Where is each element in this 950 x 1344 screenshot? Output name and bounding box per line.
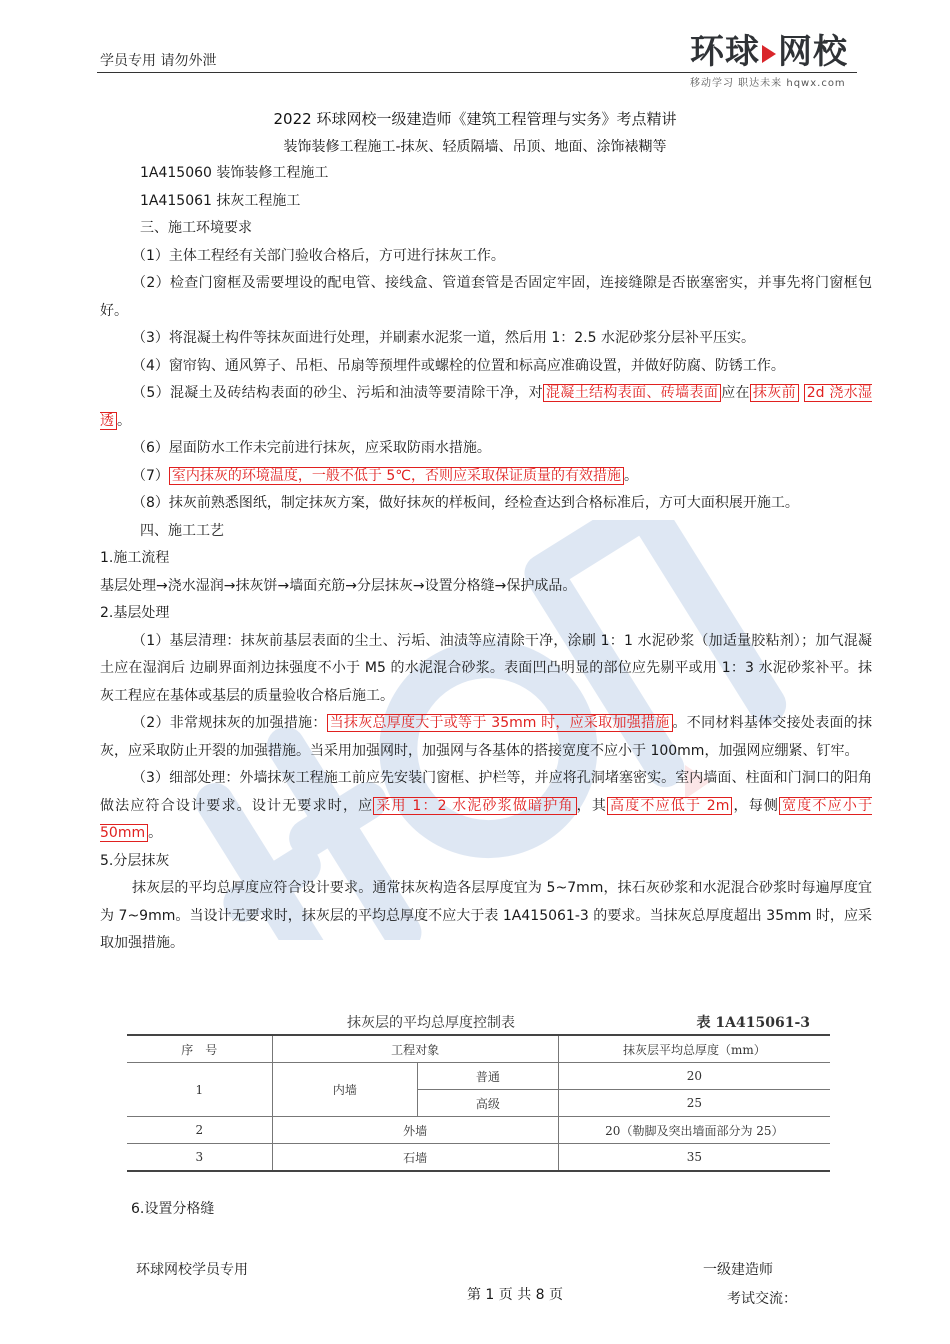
table-header-cell: 工程对象 bbox=[272, 1035, 558, 1063]
section-heading: 2.基层处理 bbox=[100, 605, 170, 621]
highlight-box: 抹灰前 bbox=[750, 384, 799, 402]
paragraph bbox=[100, 710, 872, 765]
highlight-box: 室内抹灰的环境温度，一般不低于 5℃，否则应采取保证质量的有效措施 bbox=[169, 467, 624, 485]
table-cell: 2 bbox=[127, 1117, 272, 1144]
paragraph: （1）基层清理：抹灰前基层表面的尘土、污垢、油渍等应清除干净，涂刷 1：1 水泥砂浆（加适量胶粘剂）；加气混凝土应在湿润后 边刷界面剂边抹强度不小于 M5 的水泥混合砂浆。表面凹凸明显的部位应先剔平或用 1：3 水泥砂浆补平。抹灰工程应在基体或基层的质量验收合格后施工。 bbox=[100, 632, 872, 704]
play-icon bbox=[762, 45, 776, 63]
section-heading: 1A415061 抹灰工程施工 bbox=[140, 192, 301, 209]
table-header-row bbox=[127, 1035, 830, 1063]
highlight-box: 当抹灰总厚度大于或等于 35mm 时，应采取加强措施 bbox=[327, 714, 673, 732]
logo-text-part-2: 网校 bbox=[778, 32, 848, 72]
table-header-cell: 抹灰层平均总厚度（mm） bbox=[558, 1035, 830, 1063]
table-cell: 普通 bbox=[418, 1063, 559, 1090]
paragraph-text: （7） bbox=[132, 467, 169, 484]
footer-exam-name: 一级建造师 bbox=[703, 1262, 773, 1278]
paragraph-text: （3）细部处理：外墙抹灰工程施工前应先安装门窗框、护栏等，并应将孔洞堵塞密实。室内墙面、柱面和门洞口的阳角做法应符合设计要求。设计无要求时，应 bbox=[100, 770, 872, 814]
document-subtitle: 装饰装修工程施工-抹灰、轻质隔墙、吊顶、地面、涂饰裱糊等 bbox=[283, 139, 667, 155]
highlight-box: 2d 浇水湿透 bbox=[100, 385, 873, 429]
logo-slogan: 移动学习 职达未来 hqwx.com bbox=[690, 78, 846, 89]
paragraph-text: （5）混凝土及砖结构表面的砂尘、污垢和油渍等要清除干净，对 bbox=[132, 385, 543, 401]
paragraph bbox=[100, 765, 872, 848]
table-cell: 1 bbox=[127, 1063, 272, 1117]
table-row bbox=[127, 1117, 830, 1144]
paragraph-text: 。 bbox=[624, 467, 639, 484]
section-heading: 1.施工流程 bbox=[100, 550, 170, 566]
paragraph-text: 。 bbox=[148, 825, 163, 841]
table-cell: 20 bbox=[558, 1063, 830, 1090]
table-cell: 石墙 bbox=[272, 1144, 558, 1172]
thickness-table bbox=[127, 1034, 830, 1172]
paragraph: （2）检查门窗框及需要埋设的配电管、接线盒、管道套管是否固定牢固，连接缝隙是否嵌塞密实，并事先将门窗框包好。 bbox=[100, 275, 872, 319]
brand-logo bbox=[690, 32, 865, 92]
section-heading: 5.分层抹灰 bbox=[100, 852, 170, 869]
table-cell: 外墙 bbox=[272, 1117, 558, 1144]
paragraph: （3）将混凝土构件等抹灰面进行处理，并刷素水泥浆一道，然后用 1：2.5 水泥砂浆分层补平压实。 bbox=[132, 330, 755, 346]
paragraph: 基层处理→浇水湿润→抹灰饼→墙面充筋→分层抹灰→设置分格缝→保护成品。 bbox=[100, 577, 577, 594]
table-row bbox=[127, 1144, 830, 1172]
highlight-box: 采用 1：2 水泥砂浆做暗护角 bbox=[373, 797, 576, 815]
document-body bbox=[100, 160, 872, 958]
table-number: 表 1A415061-3 bbox=[696, 1015, 810, 1031]
paragraph-text: 。 bbox=[117, 412, 131, 429]
header-confidential-note: 学员专用 请勿外泄 bbox=[100, 53, 217, 69]
table-cell: 25 bbox=[558, 1090, 830, 1117]
paragraph-text: （2）非常规抹灰的加强措施： bbox=[132, 715, 327, 731]
page-number: 第 1 页 共 8 页 bbox=[466, 1287, 564, 1303]
paragraph bbox=[100, 463, 872, 491]
table-cell: 35 bbox=[558, 1144, 830, 1172]
table-cell: 20（勒脚及突出墙面部分为 25） bbox=[558, 1117, 830, 1144]
paragraph-text: ，每侧 bbox=[732, 797, 780, 814]
paragraph-text: ，其 bbox=[576, 797, 608, 814]
paragraph: （4）窗帘钩、通风箅子、吊柜、吊扇等预埋件或螺栓的位置和标高应准确设置，并做好防腐、防锈工作。 bbox=[132, 357, 785, 374]
table-caption-title: 抹灰层的平均总厚度控制表 bbox=[347, 1015, 515, 1031]
footer-exchange-label: 考试交流： bbox=[727, 1291, 797, 1307]
paragraph: （6）屋面防水工作未完前进行抹灰，应采取防雨水措施。 bbox=[132, 440, 491, 456]
logo-text-part-1: 环球 bbox=[690, 32, 760, 72]
section-heading: 四、施工工艺 bbox=[140, 522, 224, 539]
highlight-box: 混凝土结构表面、砖墙表面 bbox=[543, 384, 721, 402]
paragraph-text: 。不同材料基体交接处表面的抹灰，应采取防止开裂的加强措施。当采用加强网时，加强网与各基体的搭接宽度不应小于 100mm，加强网应绷紧、钉牢。 bbox=[100, 715, 873, 759]
table-row bbox=[127, 1063, 830, 1090]
paragraph bbox=[100, 380, 872, 435]
thickness-table-figure bbox=[127, 1010, 830, 1172]
paragraph-text: 应在 bbox=[721, 385, 750, 401]
highlight-box: 高度不应低于 2m bbox=[607, 797, 732, 815]
document-title: 2022 环球网校一级建造师《建筑工程管理与实务》考点精讲 bbox=[273, 110, 677, 128]
table-caption bbox=[127, 1010, 830, 1034]
highlight-box: 宽度不应小于 50mm bbox=[100, 797, 873, 841]
table-cell: 高级 bbox=[418, 1090, 559, 1117]
section-heading: 1A415060 装饰装修工程施工 bbox=[140, 165, 329, 181]
table-header-cell: 序 号 bbox=[127, 1035, 272, 1063]
footer-left-note: 环球网校学员专用 bbox=[136, 1262, 248, 1278]
section-heading: 6.设置分格缝 bbox=[131, 1201, 215, 1217]
logo-wordmark bbox=[690, 32, 865, 72]
paragraph: （1）主体工程经有关部门验收合格后，方可进行抹灰工作。 bbox=[132, 247, 505, 264]
table-cell: 内墙 bbox=[272, 1063, 418, 1117]
section-heading: 三、施工环境要求 bbox=[140, 220, 252, 236]
paragraph: （8）抹灰前熟悉图纸，制定抹灰方案，做好抹灰的样板间，经检查达到合格标准后，方可大面积展开施工。 bbox=[132, 495, 799, 511]
paragraph: 抹灰层的平均总厚度应符合设计要求。通常抹灰构造各层厚度宜为 5~7mm，抹石灰砂浆和水泥混合砂浆时每遍厚度宜为 7~9mm。当设计无要求时，抹灰层的平均总厚度不应大于表 1A415061-3 的要求。当抹灰总厚度超出 35mm 时，应采取加强措施。 bbox=[100, 880, 872, 951]
table-cell: 3 bbox=[127, 1144, 272, 1172]
